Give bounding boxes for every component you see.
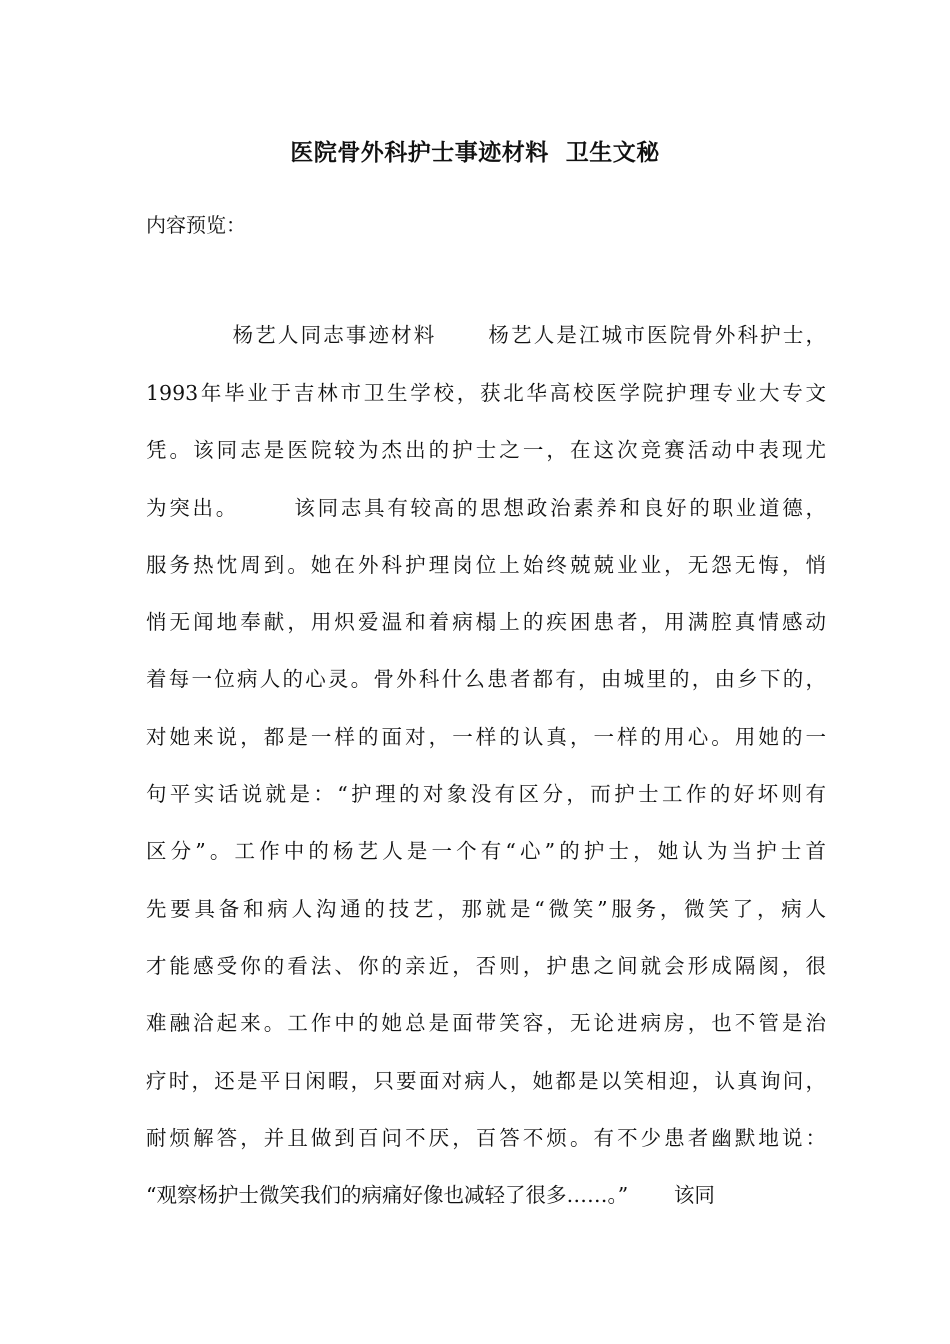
body-line: 难融洽起来。工作中的她总是面带笑容，无论进病房，也不管是治 — [146, 1011, 826, 1035]
document-title: 医院骨外科护士事迹材料 卫生文秘 — [290, 139, 660, 166]
body-line: 杨艺人同志事迹材料 杨艺人是江城市医院骨外科护士， — [146, 323, 826, 347]
body-line: 1993年毕业于吉林市卫生学校，获北华高校医学院护理专业大专文 — [146, 381, 826, 405]
body-line: 先要具备和病人沟通的技艺，那就是“微笑”服务，微笑了，病人 — [146, 897, 826, 921]
body-line: 耐烦解答，并且做到百问不厌，百答不烦。有不少患者幽默地说： — [146, 1126, 826, 1150]
preview-label: 内容预览： — [146, 213, 246, 237]
body-line: 服务热忱周到。她在外科护理岗位上始终兢兢业业，无怨无悔，悄 — [146, 553, 826, 577]
body-line: “观察杨护士微笑我们的病痛好像也减轻了很多……。” 该同 — [146, 1183, 715, 1207]
body-line: 区分”。工作中的杨艺人是一个有“心”的护士，她认为当护士首 — [146, 839, 826, 863]
body-line: 悄无闻地奉献，用炽爱温和着病榻上的疾困患者，用满腔真情感动 — [146, 610, 826, 634]
body-line: 才能感受你的看法、你的亲近，否则，护患之间就会形成隔阂，很 — [146, 954, 826, 978]
body-line: 疗时，还是平日闲暇，只要面对病人，她都是以笑相迎，认真询问， — [146, 1069, 826, 1093]
body-line: 凭。该同志是医院较为杰出的护士之一，在这次竞赛活动中表现尤 — [146, 438, 826, 462]
body-line: 为突出。 该同志具有较高的思想政治素养和良好的职业道德， — [146, 496, 826, 520]
body-line: 对她来说，都是一样的面对，一样的认真，一样的用心。用她的一 — [146, 725, 826, 749]
body-line: 着每一位病人的心灵。骨外科什么患者都有，由城里的，由乡下的， — [146, 667, 826, 691]
body-line: 句平实话说就是：“护理的对象没有区分，而护士工作的好坏则有 — [146, 782, 826, 806]
